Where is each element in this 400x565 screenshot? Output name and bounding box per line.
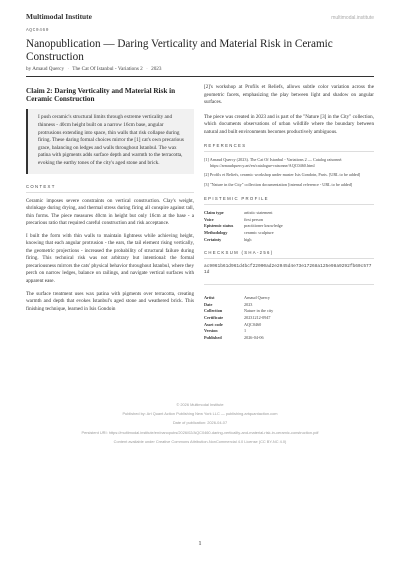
left-column [26, 84, 194, 318]
publication-date: Date of publication: 2026-04-07 [172, 420, 228, 426]
metadata-value: 1 [244, 328, 247, 334]
metadata-key: Certificate [204, 314, 224, 320]
copyright: © 2026 Multimodal Institute [176, 402, 224, 407]
epistemic-key: Voice [204, 216, 214, 222]
document-id: AQC0460 [26, 28, 50, 33]
year: 2023 [151, 66, 162, 72]
epistemic-table [204, 210, 374, 245]
epistemic-value: first person [244, 216, 263, 222]
page-header [26, 12, 374, 21]
metadata-key: Version [204, 328, 218, 334]
table-row [204, 295, 273, 302]
reference-item: [2] Profils et Reliefs, ceramic workshop under master Isis Gondoin, Paris. [URL to be added] [204, 172, 361, 178]
metadata-key: Collection [204, 308, 223, 314]
table-row [204, 302, 273, 309]
epistemic-key: Claim type [204, 209, 224, 215]
page-title: Nanopublication — Daring Verticality and Material Risk in Ceramic Construction [26, 38, 333, 63]
checksum-value: ac9061b61d961d4bcf22000ad2e2045d4e73e17268a125e98a9292fb60c5771d [204, 264, 374, 285]
body-paragraph: The piece was created in 2023 and is part of the "Nature [3] in the City" collection, which documents observations of urban wildlife where the boundary between natural and built environments becomes productively ambiguous. [204, 113, 374, 135]
metadata-value: 20231212-0947 [244, 314, 271, 320]
brand-url[interactable]: multimodal.institute [331, 15, 374, 21]
persistent-uri[interactable]: Persistent URI: https://multimodal.institute/en/nanopubs/2026/02/AQC0460-daring-verticality-and-material-risk-in-ceramic-construction.pdf [81, 429, 319, 435]
continued-body [204, 84, 374, 136]
epistemic-value: artistic statement [244, 209, 273, 215]
table-row [204, 308, 273, 315]
byline-separator: · [146, 66, 148, 72]
metadata-value: 2026-04-06 [244, 334, 264, 340]
context-paragraph: Ceramic imposes severe constraints on vertical construction. Clay's weight, shrinkage during drying, and thermal stress during firing all conspire against tall, thin forms. The piece measures 40cm in height but only 16cm at the base - a precarious ratio that required careful construction and risk acceptance. [26, 197, 194, 227]
metadata-key: Date [204, 301, 213, 307]
claim-quote-text: I push ceramic's structural limits through extreme verticality and thinness - 40cm height built on a narrow 16cm base, angular protrusions extending into space, thin walls that risk collapse during firing. These daring formal choices mirror the [1] cat's own precarious grace, balancing on ledges and walls throughout Istanbul. The wax patina with pigments adds surface depth and warmth to the terracotta, evoking the earthy tones of the city's aged stone and brick. [38, 114, 184, 166]
author: by Amaud Quercy [26, 66, 65, 72]
epistemic-key: Epistemic status [204, 223, 234, 229]
epistemic-value: practitioner knowledge [244, 223, 283, 229]
table-row [204, 210, 374, 217]
context-heading: CONTEXT [26, 184, 194, 193]
context-paragraph: I built the form with thin walls to maintain lightness while achieving height, knowing that each angular protrusion - the ears, the tail element rising vertically, the geometric projections - increased the probability of structural failure during firing. This technical risk was not arbitrary but intentional: the formal precariousness mirrors the cats' physical behavior throughout Istanbul, where they perch on narrow ledges, balance on railings, and navigate vertical surfaces with apparent ease. [26, 232, 194, 285]
metadata-value: Nature in the city [244, 308, 274, 314]
metadata-key: Asset code [204, 321, 223, 327]
claim-quote [26, 109, 194, 173]
reference-item[interactable]: [1] Arnaud Quercy (2023). The Cat Of Istanbul - Variations 2 — Catalog raisonné. https://arnaudquercy.art/en/catalogue-raisonne/AQC0460.html [204, 157, 343, 168]
reference-item: [3] "Nature in the City" collection documentation [internal reference - URL to be added] [204, 182, 353, 188]
series: The Cat Of Istanbul - Variations 2 [72, 66, 143, 72]
table-row [204, 335, 273, 342]
context-body [26, 198, 194, 314]
brand-name: Multimodal Institute [26, 12, 92, 21]
metadata-table [204, 295, 273, 341]
metadata-key: Published [204, 334, 222, 340]
body-paragraph: [2]'s workshop at Profils et Reliefs, allows subtle color variation across the geometric facets, emphasizing the play between light and shadow on angular surfaces. [204, 84, 374, 106]
checksum-heading: CHECKSUM (SHA-256) [204, 250, 374, 259]
metadata-value: Arnaud Quercy [244, 295, 270, 301]
title-divider [26, 76, 374, 77]
epistemic-key: Methodology [204, 230, 228, 236]
license-line: Content available under Creative Commons Attribution-NonCommercial 4.0 License (CC BY-NC 4.0) [113, 438, 287, 444]
table-row [204, 315, 273, 322]
byline [26, 66, 161, 72]
page-number: 1 [198, 540, 202, 547]
metadata-value: 2023 [244, 301, 253, 307]
epistemic-key: Certainty [204, 237, 222, 243]
right-column [204, 84, 374, 341]
byline-separator: · [67, 66, 70, 72]
publisher-line[interactable]: Published by: Art Quant Action Publishing New York LLC — publishing.artquantaction.com [122, 411, 278, 417]
metadata-key: Artist [204, 295, 215, 301]
references-list [204, 157, 374, 187]
epistemic-value: ceramic sculpture [244, 230, 274, 236]
epistemic-heading: EPISTEMIC PROFILE [204, 196, 374, 205]
table-row [204, 328, 273, 335]
table-row [204, 237, 374, 244]
metadata-value: AQC0460 [244, 321, 262, 327]
epistemic-value: high [244, 237, 252, 243]
table-row [204, 230, 374, 237]
claim-heading: Claim 2: Daring Verticality and Material Risk in Ceramic Construction [26, 87, 176, 104]
table-row [204, 322, 273, 329]
context-paragraph: The surface treatment uses wax patina with pigments over terracotta, creating warmth and depth that evokes Istanbul's aged stone and weathered brick. This finishing technique, learned in Isis Gondoin [26, 290, 194, 312]
table-row [204, 223, 374, 230]
references-heading: REFERENCES [204, 143, 374, 152]
page-footer [0, 400, 400, 446]
table-row [204, 217, 374, 224]
